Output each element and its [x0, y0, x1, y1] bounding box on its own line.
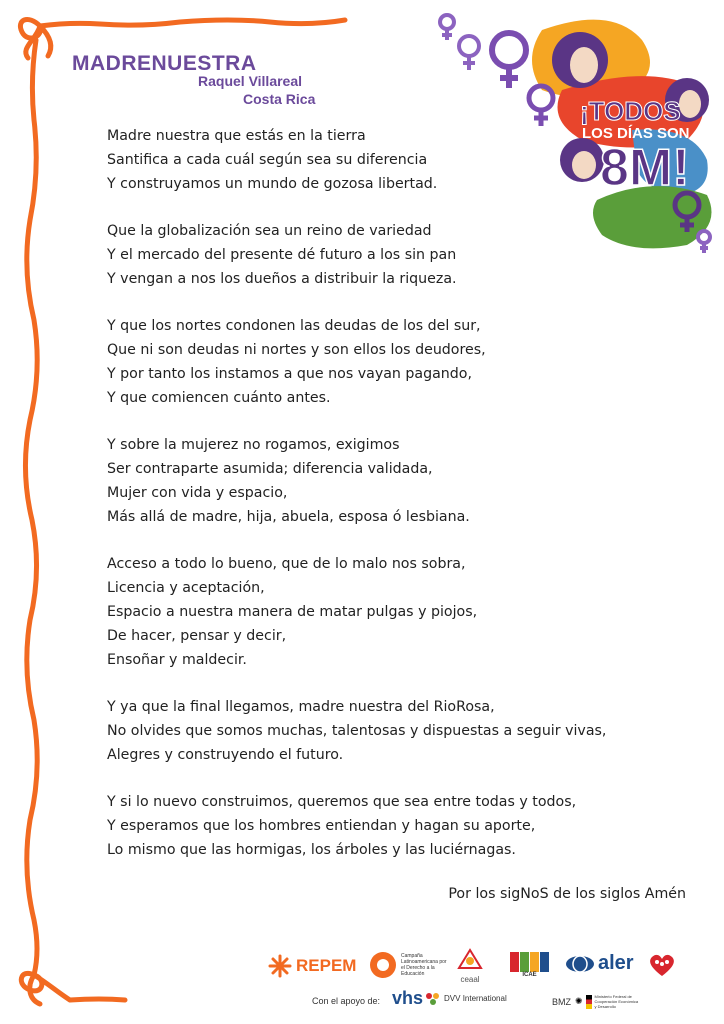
- bmz-logo: [552, 994, 639, 1009]
- poem-line: Ser contraparte asumida; diferencia validada,: [107, 461, 433, 477]
- vhs-dvv-logo: [392, 988, 507, 1009]
- poem-line: Alegres y construyendo el futuro.: [107, 747, 344, 763]
- german-flag-icon: [586, 995, 592, 1009]
- poem-stanza: [107, 314, 627, 410]
- badge-text-todos: ¡TODOS: [580, 96, 681, 126]
- sponsor-logos: [260, 948, 700, 1018]
- poem-line: Santifica a cada cuál según sea su diferencia: [107, 152, 428, 168]
- vhs-dots-icon: [425, 991, 441, 1007]
- poem-line: Licencia y aceptación,: [107, 580, 265, 596]
- poem-line: De hacer, pensar y decir,: [107, 628, 287, 644]
- poem-line: Y esperamos que los hombres entiendan y hagan su aporte,: [107, 818, 536, 834]
- aler-logo: [565, 952, 634, 975]
- aler-globe-icon: [565, 954, 595, 974]
- heart-org-logo: [648, 952, 676, 983]
- repem-label: REPEM: [296, 956, 357, 975]
- poem-stanza: [107, 433, 627, 529]
- ceaal-icon: [457, 948, 483, 970]
- poem-stanza: [107, 790, 627, 862]
- poem-closing: Por los sigNoS de los siglos Amén: [448, 886, 686, 902]
- poem-line: Y sobre la mujerez no rogamos, exigimos: [107, 437, 400, 453]
- poem-line: Que ni son deudas ni nortes y son ellos los deudores,: [107, 342, 486, 358]
- poem-line: Más allá de madre, hija, abuela, esposa ó lesbiana.: [107, 509, 470, 525]
- poem-line: Espacio a nuestra manera de matar pulgas y piojos,: [107, 604, 478, 620]
- badge-text-8m: 8M!: [600, 139, 690, 197]
- vhs-label: vhs: [392, 988, 424, 1008]
- poem-line: Que la globalización sea un reino de variedad: [107, 223, 432, 239]
- author-country: Costa Rica: [243, 91, 316, 107]
- poem-stanza: [107, 219, 627, 291]
- poem-line: Mujer con vida y espacio,: [107, 485, 288, 501]
- poem-author: Raquel Villareal: [198, 73, 303, 89]
- poem-title: MADRENUESTRA: [72, 52, 257, 75]
- clade-icon: [368, 950, 398, 980]
- repem-logo: [268, 954, 356, 978]
- support-label: Con el apoyo de:: [312, 996, 381, 1006]
- badge-text-los-dias-son: LOS DÍAS SON: [582, 125, 690, 142]
- ceaal-label: ceaal: [460, 975, 480, 984]
- clade-label: Campaña Latinoamericana por el Derecho a la Educación: [401, 953, 447, 977]
- poem-stanza: [107, 695, 627, 767]
- poem-stanza: [107, 552, 627, 672]
- poem-line: Ensoñar y maldecir.: [107, 652, 247, 668]
- aler-label: aler: [598, 952, 634, 974]
- poem-line: Y que comiencen cuánto antes.: [107, 390, 331, 406]
- poem-line: Y si lo nuevo construimos, queremos que sea entre todas y todos,: [107, 794, 577, 810]
- poem-line: Y el mercado del presente dé futuro a los sin pan: [107, 247, 457, 263]
- ceaal-logo: [457, 948, 483, 984]
- poem-line: Acceso a todo lo bueno, que de lo malo nos sobra,: [107, 556, 466, 572]
- poem-line: No olvides que somos muchas, talentosas y dispuestas a seguir vivas,: [107, 723, 607, 739]
- poem-line: Y vengan a nos los dueños a distribuir la riqueza.: [107, 271, 457, 287]
- bmz-label: BMZ: [552, 996, 571, 1007]
- poem-stanza: [107, 124, 627, 196]
- icae-color-blocks: [510, 952, 549, 972]
- poem-line: Madre nuestra que estás en la tierra: [107, 128, 366, 144]
- poem-line: Lo mismo que las hormigas, los árboles y las luciérnagas.: [107, 842, 516, 858]
- poem-line: Y ya que la final llegamos, madre nuestra del RioRosa,: [107, 699, 495, 715]
- repem-icon: [268, 954, 292, 978]
- poem-body: [107, 124, 627, 885]
- icae-logo: [510, 952, 549, 978]
- poem-line: Y que los nortes condonen las deudas de los del sur,: [107, 318, 481, 334]
- dvv-label: DVV International: [444, 994, 507, 1003]
- poem-line: Y por tanto los instamos a que nos vayan pagando,: [107, 366, 472, 382]
- icae-label: ICAE: [522, 972, 537, 978]
- poem-line: Y construyamos un mundo de gozosa libertad.: [107, 176, 438, 192]
- clade-logo: [368, 950, 449, 980]
- heart-icon: [648, 952, 676, 978]
- bmz-detail: Ministerio Federal de Cooperación Económica y Desarrollo: [594, 994, 639, 1009]
- eagle-icon: ✺: [575, 996, 583, 1006]
